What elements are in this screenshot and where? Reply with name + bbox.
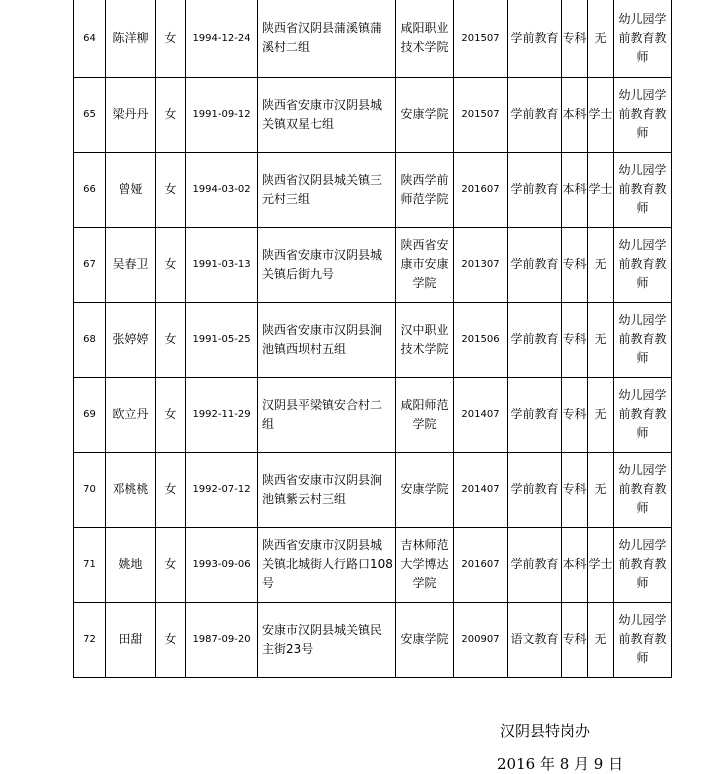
issuing-office: 汉阴县特岗办 <box>500 722 591 740</box>
cell-birth-date: 1992-07-12 <box>186 452 258 527</box>
cell-address: 汉阴县平梁镇安合村二组 <box>258 377 396 452</box>
cell-major: 学前教育 <box>508 377 562 452</box>
cell-graduation-date: 201407 <box>454 377 508 452</box>
cell-degree: 无 <box>588 602 614 677</box>
cell-education: 本科 <box>562 152 588 227</box>
cell-gender: 女 <box>156 152 186 227</box>
table-row <box>74 227 672 302</box>
cell-gender: 女 <box>156 227 186 302</box>
cell-major: 学前教育 <box>508 452 562 527</box>
cell-address: 陕西省汉阴县蒲溪镇蒲溪村二组 <box>258 0 396 77</box>
cell-position: 幼儿园学前教育教师 <box>614 527 672 602</box>
cell-position: 幼儿园学前教育教师 <box>614 302 672 377</box>
cell-school: 陕西学前师范学院 <box>396 152 454 227</box>
cell-degree: 学士 <box>588 152 614 227</box>
roster-body <box>74 0 672 677</box>
table-row <box>74 0 672 77</box>
cell-education: 专科 <box>562 602 588 677</box>
cell-birth-date: 1993-09-06 <box>186 527 258 602</box>
cell-address: 陕西省安康市汉阴县城关镇双星七组 <box>258 77 396 152</box>
cell-number: 69 <box>74 377 106 452</box>
cell-education: 本科 <box>562 527 588 602</box>
cell-name: 欧立丹 <box>106 377 156 452</box>
cell-school: 安康学院 <box>396 452 454 527</box>
cell-address: 陕西省安康市汉阴县城关镇后街九号 <box>258 227 396 302</box>
cell-major: 学前教育 <box>508 152 562 227</box>
cell-degree: 无 <box>588 227 614 302</box>
cell-school: 陕西省安康市安康学院 <box>396 227 454 302</box>
cell-gender: 女 <box>156 452 186 527</box>
cell-education: 专科 <box>562 0 588 77</box>
cell-school: 汉中职业技术学院 <box>396 302 454 377</box>
cell-major: 语文教育 <box>508 602 562 677</box>
cell-school: 咸阳职业技术学院 <box>396 0 454 77</box>
cell-address: 陕西省安康市汉阴县涧池镇西坝村五组 <box>258 302 396 377</box>
cell-birth-date: 1994-03-02 <box>186 152 258 227</box>
cell-school: 咸阳师范学院 <box>396 377 454 452</box>
cell-gender: 女 <box>156 302 186 377</box>
cell-birth-date: 1987-09-20 <box>186 602 258 677</box>
cell-number: 72 <box>74 602 106 677</box>
cell-school: 安康学院 <box>396 77 454 152</box>
cell-name: 姚地 <box>106 527 156 602</box>
table-row <box>74 602 672 677</box>
cell-birth-date: 1991-09-12 <box>186 77 258 152</box>
cell-name: 曾娅 <box>106 152 156 227</box>
cell-number: 68 <box>74 302 106 377</box>
cell-major: 学前教育 <box>508 77 562 152</box>
cell-address: 陕西省安康市汉阴县涧池镇紫云村三组 <box>258 452 396 527</box>
table-row <box>74 302 672 377</box>
roster-table <box>73 0 672 678</box>
cell-position: 幼儿园学前教育教师 <box>614 227 672 302</box>
cell-position: 幼儿园学前教育教师 <box>614 0 672 77</box>
cell-graduation-date: 201607 <box>454 527 508 602</box>
cell-birth-date: 1994-12-24 <box>186 0 258 77</box>
cell-number: 66 <box>74 152 106 227</box>
cell-birth-date: 1991-03-13 <box>186 227 258 302</box>
cell-school: 安康学院 <box>396 602 454 677</box>
cell-position: 幼儿园学前教育教师 <box>614 152 672 227</box>
cell-degree: 无 <box>588 302 614 377</box>
cell-degree: 学士 <box>588 527 614 602</box>
cell-graduation-date: 201507 <box>454 77 508 152</box>
cell-position: 幼儿园学前教育教师 <box>614 602 672 677</box>
cell-graduation-date: 201307 <box>454 227 508 302</box>
table-row <box>74 452 672 527</box>
cell-address: 陕西省汉阴县城关镇三元村三组 <box>258 152 396 227</box>
cell-name: 张婷婷 <box>106 302 156 377</box>
cell-graduation-date: 200907 <box>454 602 508 677</box>
cell-education: 专科 <box>562 377 588 452</box>
cell-graduation-date: 201607 <box>454 152 508 227</box>
cell-education: 专科 <box>562 452 588 527</box>
cell-address: 陕西省安康市汉阴县城关镇北城街人行路口108号 <box>258 527 396 602</box>
table-row <box>74 77 672 152</box>
cell-position: 幼儿园学前教育教师 <box>614 452 672 527</box>
cell-degree: 无 <box>588 452 614 527</box>
cell-degree: 无 <box>588 0 614 77</box>
cell-name: 陈洋柳 <box>106 0 156 77</box>
cell-number: 65 <box>74 77 106 152</box>
cell-education: 专科 <box>562 302 588 377</box>
cell-major: 学前教育 <box>508 0 562 77</box>
cell-degree: 无 <box>588 377 614 452</box>
cell-number: 67 <box>74 227 106 302</box>
cell-gender: 女 <box>156 0 186 77</box>
cell-position: 幼儿园学前教育教师 <box>614 377 672 452</box>
cell-graduation-date: 201506 <box>454 302 508 377</box>
cell-birth-date: 1992-11-29 <box>186 377 258 452</box>
cell-name: 邓桃桃 <box>106 452 156 527</box>
cell-number: 64 <box>74 0 106 77</box>
cell-gender: 女 <box>156 377 186 452</box>
cell-address: 安康市汉阴县城关镇民主街23号 <box>258 602 396 677</box>
cell-major: 学前教育 <box>508 302 562 377</box>
cell-education: 专科 <box>562 227 588 302</box>
cell-gender: 女 <box>156 77 186 152</box>
cell-number: 71 <box>74 527 106 602</box>
table-row <box>74 152 672 227</box>
cell-number: 70 <box>74 452 106 527</box>
table-row <box>74 527 672 602</box>
cell-school: 吉林师范大学博达学院 <box>396 527 454 602</box>
cell-major: 学前教育 <box>508 227 562 302</box>
cell-name: 梁丹丹 <box>106 77 156 152</box>
cell-birth-date: 1991-05-25 <box>186 302 258 377</box>
cell-education: 本科 <box>562 77 588 152</box>
cell-name: 吴春卫 <box>106 227 156 302</box>
cell-position: 幼儿园学前教育教师 <box>614 77 672 152</box>
cell-graduation-date: 201407 <box>454 452 508 527</box>
cell-degree: 学士 <box>588 77 614 152</box>
cell-graduation-date: 201507 <box>454 0 508 77</box>
cell-gender: 女 <box>156 602 186 677</box>
cell-gender: 女 <box>156 527 186 602</box>
cell-major: 学前教育 <box>508 527 562 602</box>
cell-name: 田甜 <box>106 602 156 677</box>
table-row <box>74 377 672 452</box>
issue-date: 2016 年 8 月 9 日 <box>497 755 624 773</box>
